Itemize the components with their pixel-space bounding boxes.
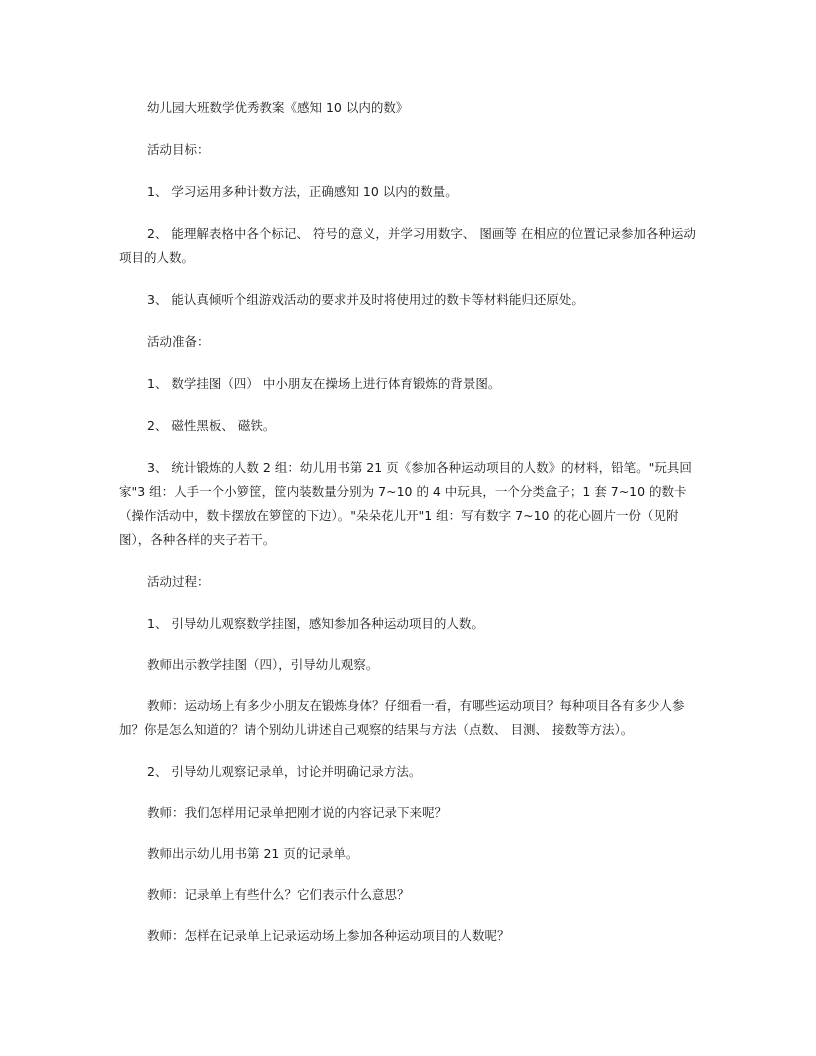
section-heading-preparation: 活动准备： [147,334,210,349]
document-title: 幼儿园大班数学优秀教案《感知 10 以内的数》 [147,100,409,115]
paragraph: 教师：记录单上有些什么？它们表示什么意思？ [147,887,410,902]
paragraph: 教师：怎样在记录单上记录运动场上参加各种运动项目的人数呢？ [147,928,510,943]
paragraph: 教师出示教学挂图（四），引导幼儿观察。 [147,657,379,672]
paragraph: 2、 磁性黑板、 磁铁。 [147,418,276,433]
paragraph: 3、 能认真倾听个组游戏活动的要求并及时将使用过的数卡等材料能归还原处。 [147,292,584,307]
paragraph: 1、 数学挂图（四） 中小朋友在操场上进行体育锻炼的背景图。 [147,376,501,391]
document-body [119,96,704,948]
paragraph: 1、 引导幼儿观察数学挂图，感知参加各种运动项目的人数。 [147,616,484,631]
paragraph: 教师出示幼儿用书第 21 页的记录单。 [147,846,359,861]
paragraph: 教师：我们怎样用记录单把刚才说的内容记录下来呢？ [147,805,448,820]
paragraph: 2、 能理解表格中各个标记、 符号的意义，并学习用数字、 图画等 在相应的位置记录参加各种运动项目的人数。 [119,226,696,265]
section-heading-process: 活动过程： [147,574,210,589]
paragraph: 教师：运动场上有多少小朋友在锻炼身体？仔细看一看，有哪些运动项目？每种项目各有多少人参加？你是怎么知道的？请个别幼儿讲述自己观察的结果与方法（点数、 目测、 接数等方法）。 [119,698,685,737]
paragraph: 2、 引导幼儿观察记录单，讨论并明确记录方法。 [147,764,422,779]
paragraph: 1、 学习运用多种计数方法，正确感知 10 以内的数量。 [147,184,458,199]
section-heading-goals: 活动目标： [147,142,210,157]
paragraph: 3、 统计锻炼的人数 2 组：幼儿用书第 21 页《参加各种运动项目的人数》的材料，铅笔。"玩具回家"3 组：人手一个小箩筐，筐内装数量分别为 7~10 的 4 中玩具，一个分类盒子；1 套 7~10 的数卡（操作活动中，数卡摆放在箩筐的下边）。"朵朵花儿开"1 组：写有数字 7~10 的花心圆片一份（见附图），各种各样的夹子若干。 [119,460,692,547]
